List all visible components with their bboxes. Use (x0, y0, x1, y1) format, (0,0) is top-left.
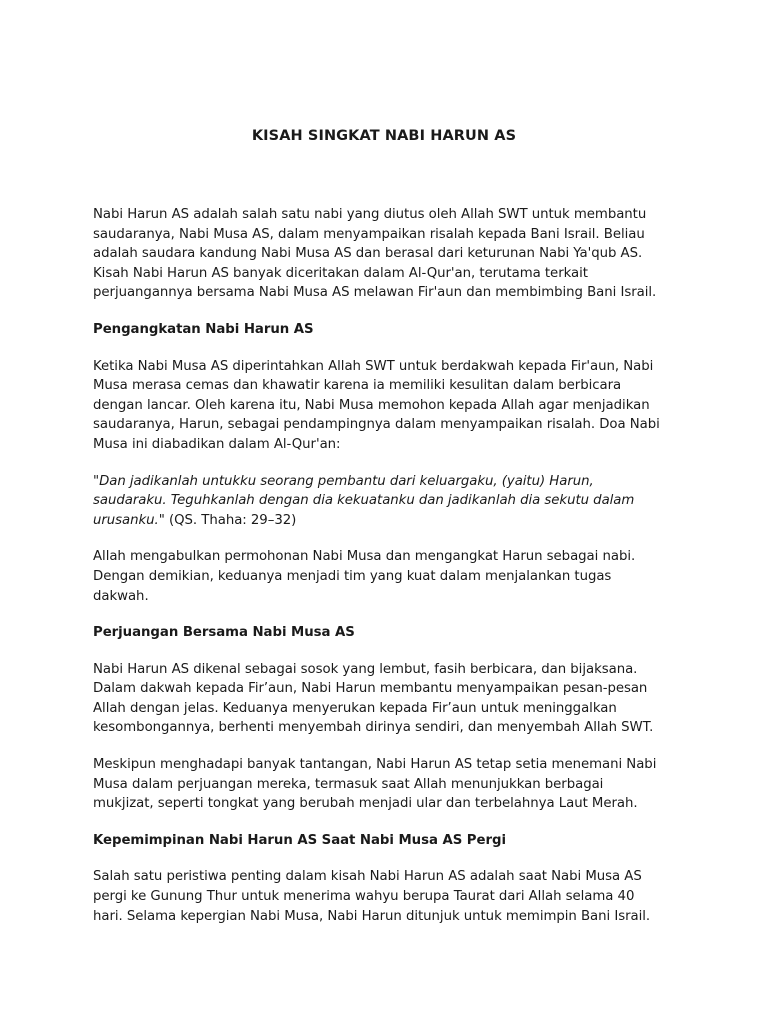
section3-paragraph-1 (93, 867, 683, 926)
section1-paragraph-2 (93, 547, 683, 606)
text-line: Meskipun menghadapi banyak tantangan, Nabi Harun AS tetap setia menemani Nabi (93, 757, 657, 773)
section1-paragraph-1 (93, 357, 683, 455)
text-line: Dengan demikian, keduanya menjadi tim yang kuat dalam menjalankan tugas (93, 568, 612, 584)
text-line: Nabi Harun AS dikenal sebagai sosok yang lembut, fasih berbicara, dan bijaksana. (93, 661, 638, 677)
text-line: pergi ke Gunung Thur untuk menerima wahyu berupa Taurat dari Allah selama 40 (93, 889, 635, 905)
intro-paragraph (93, 205, 683, 303)
section2-paragraph-1 (93, 660, 683, 738)
quote-reference: (QS. Thaha: 29–32) (164, 512, 297, 528)
text-line: Salah satu peristiwa penting dalam kisah Nabi Harun AS adalah saat Nabi Musa AS (93, 869, 642, 885)
text-line: saudaranya, Nabi Musa AS, dalam menyampaikan risalah kepada Bani Israil. Beliau (93, 226, 645, 242)
document-body (93, 205, 683, 926)
text-line: dakwah. (93, 588, 149, 604)
section2-paragraph-2 (93, 755, 683, 814)
text-line: Dalam dakwah kepada Fir’aun, Nabi Harun membantu menyampaikan pesan-pesan (93, 681, 648, 697)
text-line: adalah saudara kandung Nabi Musa AS dan berasal dari keturunan Nabi Ya'qub AS. (93, 246, 643, 262)
quote-line (93, 491, 683, 511)
quote-text: "Dan jadikanlah untukku seorang pembantu dari keluargaku, (yaitu) Harun, (93, 473, 594, 489)
document-title: KISAH SINGKAT NABI HARUN AS (251, 128, 517, 144)
section-heading-kepemimpinan: Kepemimpinan Nabi Harun AS Saat Nabi Musa AS Pergi (93, 832, 506, 848)
quote-text: urusanku." (93, 512, 165, 528)
text-line: perjuangannya bersama Nabi Musa AS melawan Fir'aun dan membimbing Bani Israil. (93, 285, 657, 301)
quote-text: saudaraku. Teguhkanlah dengan dia kekuatanku dan jadikanlah dia sekutu dalam (93, 493, 635, 509)
text-line: Ketika Nabi Musa AS diperintahkan Allah SWT untuk berdakwah kepada Fir'aun, Nabi (93, 358, 654, 374)
text-line: dengan lancar. Oleh karena itu, Nabi Musa memohon kepada Allah agar menjadikan (93, 397, 650, 413)
text-line: Musa merasa cemas dan khawatir karena ia memiliki kesulitan dalam berbicara (93, 378, 622, 394)
text-line: Allah mengabulkan permohonan Nabi Musa dan mengangkat Harun sebagai nabi. (93, 549, 636, 565)
text-line: hari. Selama kepergian Nabi Musa, Nabi Harun ditunjuk untuk memimpin Bani Israil. (93, 908, 651, 924)
quote-line (93, 472, 683, 492)
text-line: Allah dengan jelas. Keduanya menyerukan kepada Fir’aun untuk meninggalkan (93, 700, 617, 716)
text-line: mukjizat, seperti tongkat yang berubah menjadi ular dan terbelahnya Laut Merah. (93, 796, 638, 812)
text-line: saudaranya, Harun, sebagai pendampingnya dalam menyampaikan risalah. Doa Nabi (93, 417, 660, 433)
text-line: Musa ini diabadikan dalam Al-Qur'an: (93, 436, 341, 452)
text-line: Kisah Nabi Harun AS banyak diceritakan dalam Al-Qur'an, terutama terkait (93, 265, 588, 281)
quran-quote (93, 472, 683, 531)
section-heading-perjuangan: Perjuangan Bersama Nabi Musa AS (93, 625, 355, 641)
text-line: kesombongannya, berhenti menyembah dirinya sendiri, dan menyembah Allah SWT. (93, 720, 654, 736)
text-line: Nabi Harun AS adalah salah satu nabi yang diutus oleh Allah SWT untuk membantu (93, 207, 647, 222)
quote-line (93, 511, 683, 531)
section-heading-pengangkatan: Pengangkatan Nabi Harun AS (93, 321, 314, 337)
text-line: Musa dalam perjuangan mereka, termasuk saat Allah menunjukkan berbagai (93, 776, 604, 792)
